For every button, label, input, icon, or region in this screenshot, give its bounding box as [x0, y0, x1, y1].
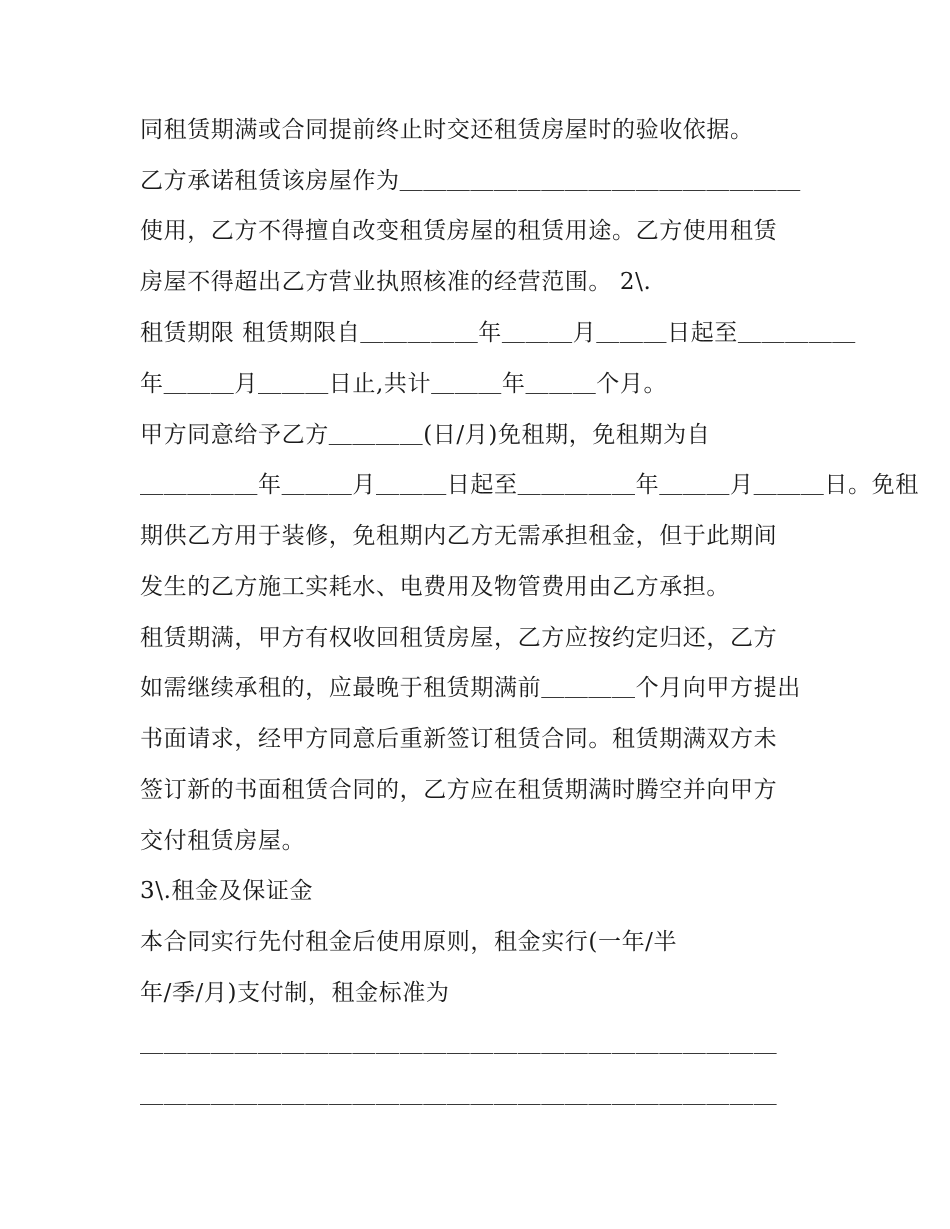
- text-line-15: 交付租赁房屋。: [140, 828, 306, 854]
- text-line-4: 房屋不得超出乙方营业执照核准的经营范围。 2\.: [140, 269, 652, 295]
- text-line-6: 年＿＿＿月＿＿＿日止,共计＿＿＿年＿＿＿个月。: [140, 371, 668, 397]
- text-line-12: 如需继续承租的，应最晚于租赁期满前＿＿＿＿个月向甲方提出: [140, 675, 801, 701]
- text-line-3: 使用，乙方不得擅自改变租赁房屋的租赁用途。乙方使用租赁: [140, 218, 778, 244]
- text-line-10: 发生的乙方施工实耗水、电费用及物管费用由乙方承担。: [140, 574, 730, 600]
- blank-fill-line-2: ＿＿＿＿＿＿＿＿＿＿＿＿＿＿＿＿＿＿＿＿＿＿＿＿＿＿＿: [140, 1082, 778, 1108]
- text-line-1: 同租赁期满或合同提前终止时交还租赁房屋时的验收依据。: [140, 117, 754, 143]
- blank-fill-line-1: ＿＿＿＿＿＿＿＿＿＿＿＿＿＿＿＿＿＿＿＿＿＿＿＿＿＿＿: [140, 1031, 778, 1057]
- text-line-9: 期供乙方用于装修，免租期内乙方无需承担租金，但于此期间: [140, 523, 778, 549]
- text-line-5: 租赁期限 租赁期限自＿＿＿＿＿年＿＿＿月＿＿＿日起至＿＿＿＿＿: [140, 320, 856, 346]
- text-line-2: 乙方承诺租赁该房屋作为＿＿＿＿＿＿＿＿＿＿＿＿＿＿＿＿＿: [140, 168, 801, 194]
- text-line-13: 书面请求，经甲方同意后重新签订租赁合同。租赁期满双方未: [140, 726, 778, 752]
- text-line-8: ＿＿＿＿＿年＿＿＿月＿＿＿日起至＿＿＿＿＿年＿＿＿月＿＿＿日。免租: [140, 472, 919, 498]
- text-line-17: 本合同实行先付租金后使用原则，租金实行(一年/半: [140, 929, 678, 955]
- text-line-11: 租赁期满，甲方有权收回租赁房屋，乙方应按约定归还，乙方: [140, 625, 778, 651]
- text-line-14: 签订新的书面租赁合同的，乙方应在租赁期满时腾空并向甲方: [140, 777, 778, 803]
- text-line-7: 甲方同意给予乙方＿＿＿＿(日/月)免租期，免租期为自: [140, 422, 711, 448]
- section-heading-rent: 3\.租金及保证金: [140, 878, 314, 904]
- text-line-18: 年/季/月)支付制，租金标准为: [140, 980, 450, 1006]
